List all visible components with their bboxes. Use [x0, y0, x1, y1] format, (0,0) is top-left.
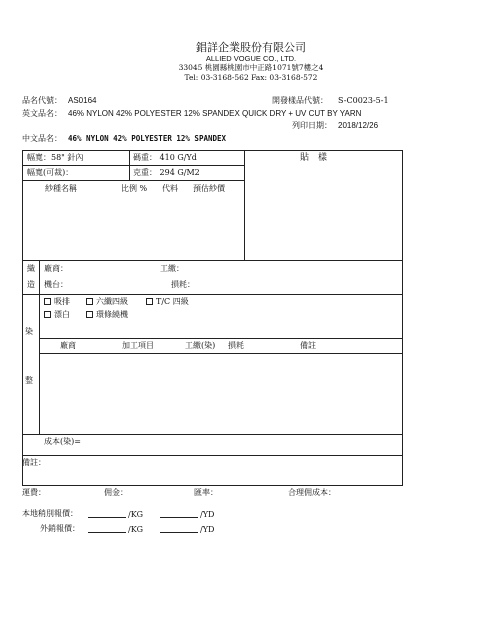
weaving-label-2: 造 [27, 280, 35, 289]
weight-per-yard: 碼重： 410 G/Yd [133, 153, 197, 162]
labor-field: 工繳： [160, 264, 184, 273]
option-moisture[interactable]: 吸排 [44, 298, 70, 306]
chinese-name: 46% NYLON 42% POLYESTER 12% SPANDEX [68, 134, 227, 143]
exchange-label: 匯率： [194, 488, 218, 497]
process-header: 加工項目 [122, 341, 154, 350]
substitute-header: 代料 [162, 184, 178, 193]
dye-labor-header: 工繳(染) [185, 341, 216, 350]
dye-remarks-header: 備註 [300, 341, 316, 350]
checkbox[interactable] [146, 298, 153, 305]
print-date: 2018/12/26 [338, 121, 379, 130]
mill-field: 廠商： [44, 264, 68, 273]
weaving-label-1: 織 [27, 264, 35, 273]
chinese-name-label: 中文品名： [22, 134, 62, 143]
english-name-label: 英文品名： [22, 109, 62, 118]
domestic-quote-label: 本地稍別報價： [22, 509, 78, 518]
dyeing-label-2: 整 [25, 376, 33, 385]
export-yd-blank[interactable] [160, 525, 198, 533]
domestic-kg-blank[interactable] [88, 510, 126, 518]
option-tc[interactable]: T/C 四級 [146, 298, 189, 306]
dev-code: S-C0023-5-1 [338, 96, 389, 105]
checkbox[interactable] [44, 311, 51, 318]
checkbox[interactable] [44, 298, 51, 305]
machine-field: 機台： [44, 280, 68, 289]
domestic-yd-blank[interactable] [160, 510, 198, 518]
checkbox[interactable] [86, 311, 93, 318]
swatch-area-label: 貼 樣 [300, 153, 328, 163]
export-quote-label: 外銷報價： [40, 524, 80, 533]
weight-per-m2: 克重： 294 G/M2 [133, 168, 200, 177]
fabric-width: 幅寬：58" 針內 [27, 153, 84, 162]
remarks-label: 備註： [22, 458, 46, 467]
product-code-label: 品名代號： [22, 96, 62, 105]
option-stripe[interactable]: 環條繞機 [86, 311, 128, 319]
option-bleach[interactable]: 漂白 [44, 311, 70, 319]
company-name: 錩詳企業股份有限公司 [196, 41, 306, 54]
spec-table [22, 150, 403, 486]
dev-code-label: 開發樣品代號： [272, 96, 328, 105]
dye-cost: 成本(染)= [44, 437, 81, 446]
print-date-label: 列印日期： [292, 121, 332, 130]
company-address: 33045 桃園縣桃園市中正路1071號7樓之4 [178, 63, 324, 72]
export-yd: /YD [160, 525, 214, 534]
domestic-kg: /KG [88, 510, 143, 519]
option-ring-dye[interactable]: 六纖四級 [86, 298, 128, 306]
export-kg-blank[interactable] [88, 525, 126, 533]
usable-width: 幅寬(可裁)： [27, 168, 74, 177]
english-name: 46% NYLON 42% POLYESTER 12% SPANDEX QUICK DRY + UV CUT BY YARN [68, 109, 362, 118]
commission-label: 佣金： [104, 488, 128, 497]
export-kg: /KG [88, 525, 143, 534]
dye-loss-header: 損耗 [228, 341, 244, 350]
freight-label: 運費： [22, 488, 46, 497]
dye-mill-header: 廠商 [60, 341, 76, 350]
yarn-name-header: 紗種名稱 [45, 184, 77, 193]
yarn-price-header: 預估紗價 [193, 184, 225, 193]
loss-field: 損耗： [171, 280, 195, 289]
company-name-en: ALLIED VOGUE CO., LTD. [205, 54, 297, 63]
total-cost-label: 合理佣成本： [288, 488, 336, 497]
checkbox[interactable] [86, 298, 93, 305]
ratio-header: 比例 % [121, 184, 148, 193]
company-contact: Tel: 03-3168-562 Fax: 03-3168-572 [184, 73, 318, 82]
domestic-yd: /YD [160, 510, 214, 519]
product-code: AS0164 [68, 96, 97, 105]
dyeing-label-1: 染 [25, 327, 33, 336]
